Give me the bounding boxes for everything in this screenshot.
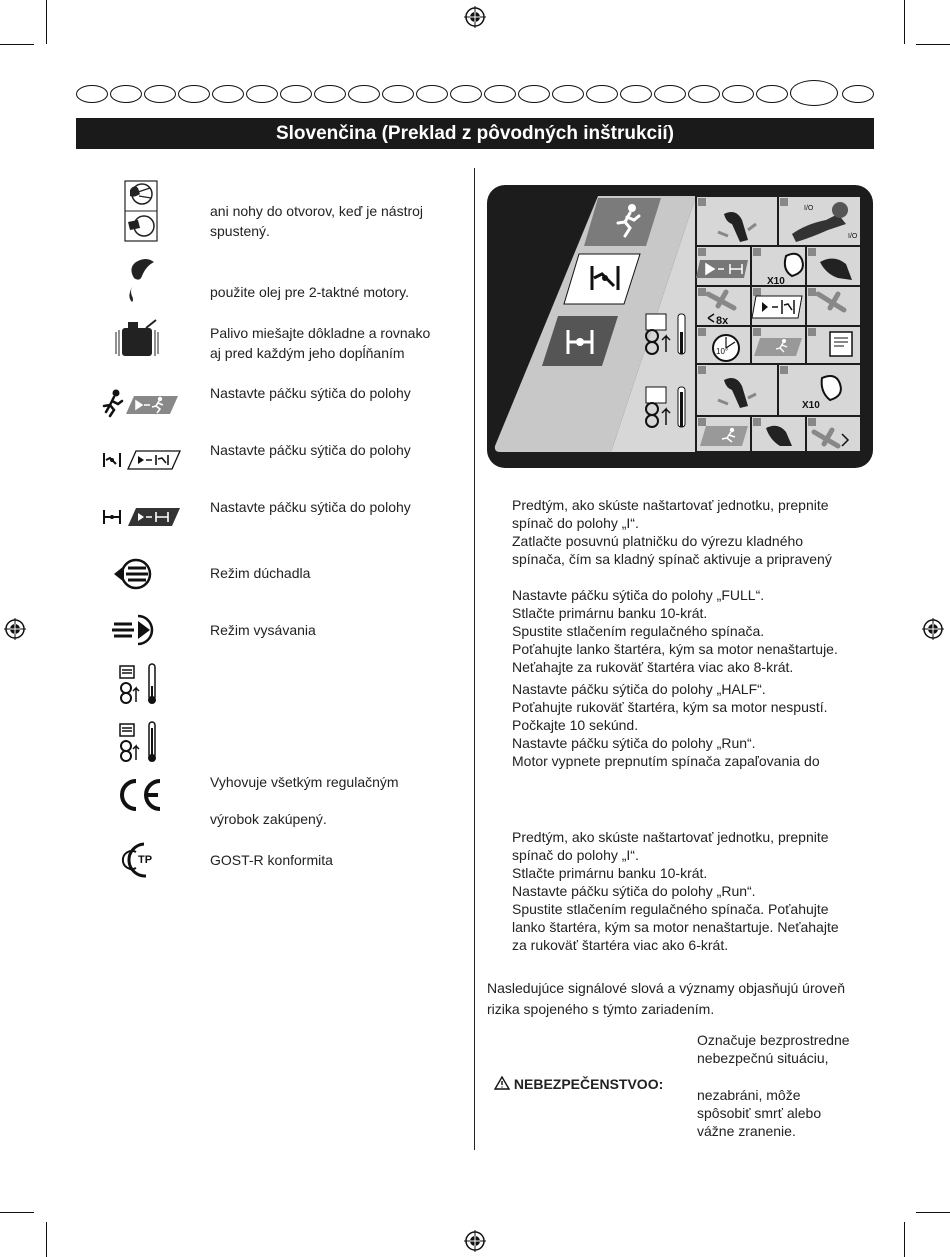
text-line: spôsobiť smrť alebo <box>697 1105 822 1121</box>
gost-r-icon <box>116 840 160 880</box>
choke-half-icon <box>102 447 182 473</box>
instruction-block <box>512 680 873 770</box>
language-oval <box>842 85 874 103</box>
crop-mark <box>904 0 905 44</box>
io-label: I/O <box>804 205 814 212</box>
text-line: Palivo miešajte dôkladne a rovnako <box>210 325 431 341</box>
text-line: Režim dúchadla <box>210 565 311 581</box>
registration-mark-icon <box>464 6 486 28</box>
registration-mark-icon <box>464 1230 486 1252</box>
language-oval <box>586 85 618 103</box>
text-line: Nastavte páčku sýtiča do polohy „HALF“. <box>512 681 766 697</box>
text-line: použite olej pre 2-taktné motory. <box>210 284 409 300</box>
crop-mark <box>904 1222 905 1257</box>
language-oval <box>552 85 584 103</box>
text-line: Nastavte páčku sýtiča do polohy <box>210 499 411 515</box>
warm-start-icon <box>116 720 160 764</box>
text-line: Poťahujte rukoväť štartéra, kým sa motor nespustí. <box>512 699 828 715</box>
language-oval <box>246 85 278 103</box>
language-oval <box>314 85 346 103</box>
text-line <box>697 1067 877 1086</box>
oil-drop-icon <box>124 256 156 304</box>
icon-description <box>210 282 460 302</box>
text-line: spínača, čím sa kladný spínač aktivuje a pripravený <box>512 551 832 567</box>
text-line: nebezpečnú situáciu, <box>697 1050 829 1066</box>
x8-label: 8x <box>716 315 729 327</box>
svg-text:TP: TP <box>138 854 153 866</box>
icon-description <box>210 201 460 241</box>
text-line: Motor vypnete prepnutím spínača zapaľovania do <box>512 753 820 769</box>
language-oval <box>212 85 244 103</box>
crop-mark <box>916 44 950 45</box>
registration-mark-icon <box>4 618 26 640</box>
language-oval <box>416 85 448 103</box>
keep-hands-feet-away-icon <box>124 180 158 242</box>
crop-mark <box>46 0 47 44</box>
language-oval <box>620 85 652 103</box>
language-oval <box>382 85 414 103</box>
text-line: Vyhovuje všetkým regulačným <box>210 774 399 790</box>
text-line: nezabráni, môže <box>697 1087 801 1103</box>
icon-description <box>210 497 460 517</box>
text-line: Spustite stlačením regulačného spínača. <box>512 623 765 639</box>
language-oval <box>76 85 108 103</box>
text-line: Predtým, ako skúste naštartovať jednotku, prepnite <box>512 829 829 845</box>
danger-description <box>697 1031 877 1140</box>
starting-procedure-diagram <box>486 184 874 469</box>
page-title: Slovenčina (Preklad z pôvodných inštrukcií) <box>76 118 874 149</box>
danger-label-text: NEBEZPEČENSTVOO: <box>513 1076 664 1092</box>
ce-mark-icon <box>116 778 164 812</box>
text-line: Predtým, ako skúste naštartovať jednotku, prepnite <box>512 497 829 513</box>
icon-description <box>210 440 460 460</box>
x10-label: X10 <box>802 400 820 411</box>
x10-label: X10 <box>767 276 785 287</box>
icon-description <box>210 850 460 870</box>
text-line: za rukoväť štartéra viac ako 6-krát. <box>512 937 729 953</box>
text-line <box>210 792 460 810</box>
instruction-block <box>512 496 873 568</box>
registration-mark-icon <box>922 618 944 640</box>
icon-description <box>210 383 460 403</box>
icon-description <box>210 773 460 829</box>
language-oval <box>654 85 686 103</box>
text-line: Označuje bezprostredne <box>697 1032 850 1048</box>
warning-triangle-icon <box>494 1076 510 1090</box>
choke-run-icon <box>100 388 180 418</box>
blower-mode-icon <box>112 558 160 590</box>
text-line: Stlačte primárnu banku 10-krát. <box>512 865 708 881</box>
language-oval <box>484 85 516 103</box>
text-line: spínač do polohy „I“. <box>512 847 639 863</box>
crop-mark <box>46 1222 47 1257</box>
language-oval <box>144 85 176 103</box>
cold-start-icon <box>116 662 160 706</box>
icon-description <box>210 620 460 640</box>
language-oval <box>518 85 550 103</box>
language-oval <box>688 85 720 103</box>
crop-mark <box>916 1212 950 1213</box>
language-oval <box>110 85 142 103</box>
text-line: Nastavte páčku sýtiča do polohy „FULL“. <box>512 587 765 603</box>
language-oval <box>722 85 754 103</box>
text-line: Poťahujte lanko štartéra, kým sa motor nenaštartuje. <box>512 641 838 657</box>
text-line: Zatlačte posuvnú platničku do výrezu kladného <box>512 533 804 549</box>
text-line: Nasledujúce signálové slová a významy objasňujú úroveň <box>487 980 845 996</box>
instruction-block <box>512 828 873 954</box>
crop-mark <box>0 1212 34 1213</box>
text-line: vážne zranenie. <box>697 1123 796 1139</box>
danger-label <box>494 1076 663 1092</box>
icon-description <box>210 563 460 583</box>
instruction-block <box>512 586 873 676</box>
text-line: GOST-R konformita <box>210 852 333 868</box>
choke-full-icon <box>102 504 182 530</box>
icon-description <box>210 323 460 363</box>
text-line: Nastavte páčku sýtiča do polohy „Run“. <box>512 735 756 751</box>
text-line: spínač do polohy „I“. <box>512 515 639 531</box>
language-oval <box>280 85 312 103</box>
fuel-can-icon <box>114 318 160 360</box>
text-line: Nastavte páčku sýtiča do polohy <box>210 442 411 458</box>
language-oval <box>348 85 380 103</box>
text-line: Počkajte 10 sekúnd. <box>512 717 639 733</box>
text-line: lanko štartéra, kým sa motor nenaštartuje. Neťahajte <box>512 919 839 935</box>
text-line: aj pred každým jeho dopĺňaním <box>210 345 405 361</box>
text-line: Nastavte páčku sýtiča do polohy „Run“. <box>512 883 756 899</box>
io-label: I/O <box>848 233 858 240</box>
language-oval <box>756 85 788 103</box>
language-tab-ovals <box>76 84 876 106</box>
text-line: Stlačte primárnu banku 10-krát. <box>512 605 708 621</box>
text-line: Neťahajte za rukoväť štartéra viac ako 8-krát. <box>512 659 794 675</box>
signal-words-intro <box>487 978 874 1020</box>
language-oval <box>178 85 210 103</box>
degree-label: 10° <box>716 347 729 356</box>
text-line: ani nohy do otvorov, keď je nástroj <box>210 203 424 219</box>
language-oval-current <box>790 80 838 106</box>
text-line: Režim vysávania <box>210 622 316 638</box>
text-line: Spustite stlačením regulačného spínača. Poťahujte <box>512 901 829 917</box>
language-oval <box>450 85 482 103</box>
vacuum-mode-icon <box>112 614 160 646</box>
column-divider <box>474 168 475 1150</box>
text-line: výrobok zakúpený. <box>210 811 327 827</box>
text-line: spustený. <box>210 223 270 239</box>
text-line: Nastavte páčku sýtiča do polohy <box>210 385 411 401</box>
crop-mark <box>0 44 34 45</box>
text-line: rizika spojeného s týmto zariadením. <box>487 1001 715 1017</box>
